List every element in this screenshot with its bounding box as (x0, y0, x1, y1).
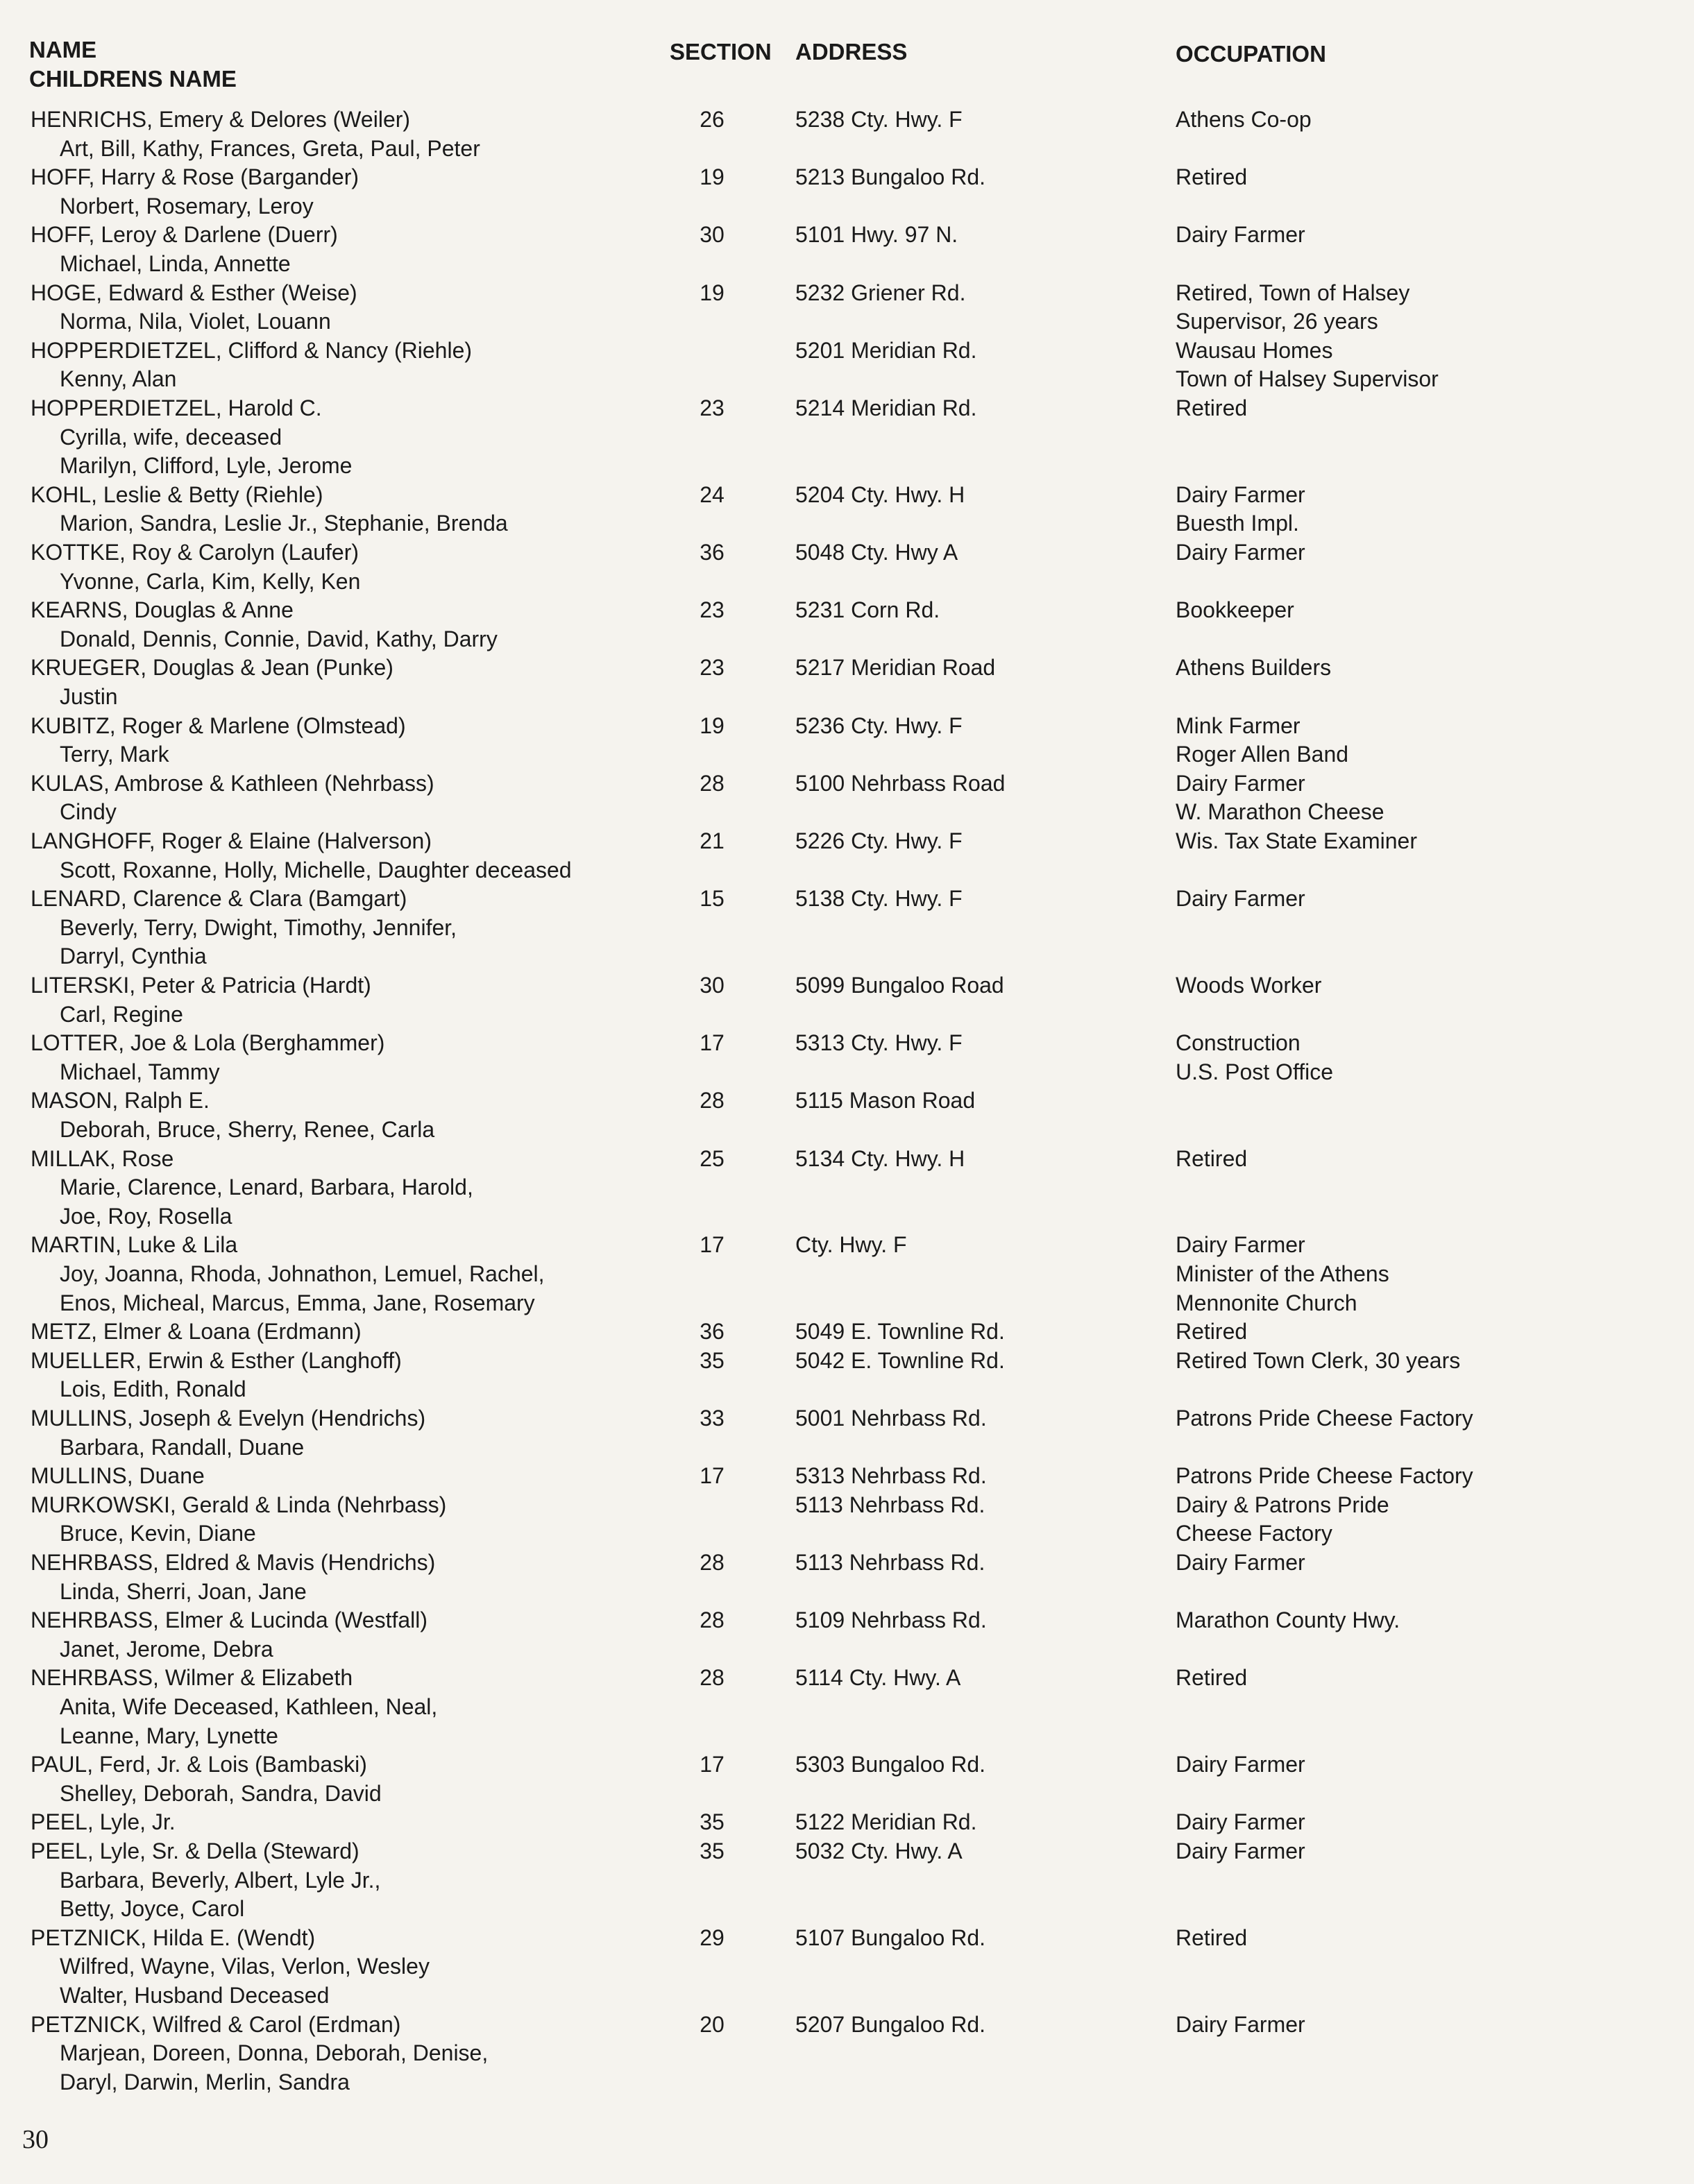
resident-name: KULAS, Ambrose & Kathleen (Nehrbass) (31, 771, 434, 796)
children-names: Leanne, Mary, Lynette (60, 1723, 278, 1748)
resident-name: HOPPERDIETZEL, Harold C. (31, 395, 322, 420)
header-section: SECTION (670, 39, 772, 65)
children-names: Cyrilla, wife, deceased (60, 425, 282, 450)
section-number: 25 (700, 1146, 725, 1171)
street-address: 5313 Nehrbass Rd. (795, 1463, 987, 1488)
children-names: Enos, Micheal, Marcus, Emma, Jane, Rosemary (60, 1290, 535, 1315)
street-address: 5032 Cty. Hwy. A (795, 1839, 963, 1863)
street-address: 5134 Cty. Hwy. H (795, 1146, 965, 1171)
section-number: 29 (700, 1925, 725, 1950)
occupation: Athens Co-op (1176, 107, 1312, 132)
resident-name: NEHRBASS, Elmer & Lucinda (Westfall) (31, 1607, 428, 1632)
section-number: 36 (700, 1319, 725, 1344)
street-address: 5115 Mason Road (795, 1088, 976, 1113)
occupation: Mink Farmer (1176, 713, 1301, 738)
resident-name: KRUEGER, Douglas & Jean (Punke) (31, 655, 393, 680)
resident-name: PEEL, Lyle, Sr. & Della (Steward) (31, 1839, 359, 1863)
section-number: 17 (700, 1463, 725, 1488)
resident-name: MILLAK, Rose (31, 1146, 174, 1171)
section-number: 33 (700, 1406, 725, 1431)
header-children-name: CHILDRENS NAME (29, 66, 237, 92)
children-names: Marie, Clarence, Lenard, Barbara, Harold, (60, 1175, 473, 1200)
resident-name: MARTIN, Luke & Lila (31, 1232, 238, 1257)
street-address: 5049 E. Townline Rd. (795, 1319, 1005, 1344)
children-names: Marilyn, Clifford, Lyle, Jerome (60, 453, 353, 478)
header-name: NAME (29, 37, 97, 62)
street-address: 5226 Cty. Hwy. F (795, 828, 963, 853)
resident-name: MUELLER, Erwin & Esther (Langhoff) (31, 1348, 402, 1373)
section-number: 30 (700, 973, 725, 998)
occupation: Patrons Pride Cheese Factory (1176, 1406, 1473, 1431)
occupation: Wausau Homes (1176, 338, 1333, 363)
children-names: Carl, Regine (60, 1002, 183, 1027)
children-names: Janet, Jerome, Debra (60, 1637, 273, 1662)
occupation: Retired (1176, 395, 1248, 420)
resident-name: LOTTER, Joe & Lola (Berghammer) (31, 1030, 385, 1055)
resident-name: LITERSKI, Peter & Patricia (Hardt) (31, 973, 371, 998)
resident-name: LANGHOFF, Roger & Elaine (Halverson) (31, 828, 432, 853)
street-address: 5236 Cty. Hwy. F (795, 713, 963, 738)
children-names: Linda, Sherri, Joan, Jane (60, 1579, 307, 1604)
occupation: Dairy Farmer (1176, 771, 1305, 796)
children-names: Cindy (60, 799, 117, 824)
resident-name: MASON, Ralph E. (31, 1088, 210, 1113)
resident-name: NEHRBASS, Wilmer & Elizabeth (31, 1665, 353, 1690)
children-names: Lois, Edith, Ronald (60, 1376, 246, 1401)
street-address: 5204 Cty. Hwy. H (795, 482, 965, 507)
resident-name: HOFF, Harry & Rose (Bargander) (31, 164, 359, 189)
children-names: Barbara, Beverly, Albert, Lyle Jr., (60, 1868, 381, 1893)
street-address: Cty. Hwy. F (795, 1232, 907, 1257)
section-number: 28 (700, 1665, 725, 1690)
occupation: Wis. Tax State Examiner (1176, 828, 1417, 853)
occupation: Construction (1176, 1030, 1301, 1055)
occupation: Dairy Farmer (1176, 1809, 1305, 1834)
occupation: Patrons Pride Cheese Factory (1176, 1463, 1473, 1488)
resident-name: MURKOWSKI, Gerald & Linda (Nehrbass) (31, 1492, 447, 1517)
street-address: 5101 Hwy. 97 N. (795, 222, 958, 247)
children-names: Shelley, Deborah, Sandra, David (60, 1781, 382, 1806)
children-names: Daryl, Darwin, Merlin, Sandra (60, 2070, 350, 2095)
street-address: 5122 Meridian Rd. (795, 1809, 977, 1834)
page-number: 30 (22, 2125, 49, 2154)
occupation: Athens Builders (1176, 655, 1332, 680)
street-address: 5303 Bungaloo Rd. (795, 1752, 985, 1777)
occupation: W. Marathon Cheese (1176, 799, 1384, 824)
resident-name: LENARD, Clarence & Clara (Bamgart) (31, 886, 407, 911)
section-number: 23 (700, 597, 725, 622)
occupation: Dairy Farmer (1176, 540, 1305, 565)
occupation: Retired (1176, 164, 1248, 189)
children-names: Terry, Mark (60, 742, 169, 767)
section-number: 28 (700, 1550, 725, 1575)
children-names: Michael, Tammy (60, 1059, 220, 1084)
children-names: Marion, Sandra, Leslie Jr., Stephanie, Brenda (60, 511, 508, 536)
occupation: Retired (1176, 1146, 1248, 1171)
section-number: 30 (700, 222, 725, 247)
children-names: Anita, Wife Deceased, Kathleen, Neal, (60, 1694, 438, 1719)
street-address: 5107 Bungaloo Rd. (795, 1925, 985, 1950)
header-occupation: OCCUPATION (1176, 41, 1326, 67)
children-names: Deborah, Bruce, Sherry, Renee, Carla (60, 1117, 435, 1142)
occupation: Retired (1176, 1925, 1248, 1950)
street-address: 5100 Nehrbass Road (795, 771, 1006, 796)
street-address: 5114 Cty. Hwy. A (795, 1665, 961, 1690)
resident-name: HOGE, Edward & Esther (Weise) (31, 280, 357, 305)
children-names: Barbara, Randall, Duane (60, 1435, 305, 1460)
street-address: 5207 Bungaloo Rd. (795, 2012, 985, 2037)
occupation: Roger Allen Band (1176, 742, 1349, 767)
occupation: Marathon County Hwy. (1176, 1607, 1400, 1632)
occupation: Dairy Farmer (1176, 1839, 1305, 1863)
section-number: 19 (700, 164, 725, 189)
children-names: Michael, Linda, Annette (60, 251, 291, 276)
section-number: 35 (700, 1839, 725, 1863)
children-names: Joe, Roy, Rosella (60, 1204, 232, 1229)
section-number: 20 (700, 2012, 725, 2037)
children-names: Bruce, Kevin, Diane (60, 1521, 256, 1546)
occupation: Retired, Town of Halsey (1176, 280, 1410, 305)
section-number: 28 (700, 1607, 725, 1632)
resident-name: HOPPERDIETZEL, Clifford & Nancy (Riehle) (31, 338, 473, 363)
children-names: Joy, Joanna, Rhoda, Johnathon, Lemuel, Rachel, (60, 1261, 545, 1286)
street-address: 5214 Meridian Rd. (795, 395, 977, 420)
occupation: Dairy Farmer (1176, 1752, 1305, 1777)
occupation: Supervisor, 26 years (1176, 309, 1378, 334)
children-names: Walter, Husband Deceased (60, 1983, 330, 2008)
street-address: 5213 Bungaloo Rd. (795, 164, 985, 189)
section-number: 23 (700, 395, 725, 420)
street-address: 5113 Nehrbass Rd. (795, 1492, 985, 1517)
street-address: 5231 Corn Rd. (795, 597, 940, 622)
section-number: 17 (700, 1752, 725, 1777)
children-names: Yvonne, Carla, Kim, Kelly, Ken (60, 569, 361, 594)
street-address: 5042 E. Townline Rd. (795, 1348, 1005, 1373)
section-number: 26 (700, 107, 725, 132)
resident-name: METZ, Elmer & Loana (Erdmann) (31, 1319, 362, 1344)
street-address: 5238 Cty. Hwy. F (795, 107, 963, 132)
street-address: 5113 Nehrbass Rd. (795, 1550, 985, 1575)
children-names: Wilfred, Wayne, Vilas, Verlon, Wesley (60, 1954, 430, 1979)
occupation: Dairy Farmer (1176, 2012, 1305, 2037)
section-number: 28 (700, 1088, 725, 1113)
occupation: Buesth Impl. (1176, 511, 1299, 536)
children-names: Art, Bill, Kathy, Frances, Greta, Paul, Peter (60, 136, 480, 161)
resident-name: KEARNS, Douglas & Anne (31, 597, 294, 622)
street-address: 5109 Nehrbass Rd. (795, 1607, 987, 1632)
children-names: Betty, Joyce, Carol (60, 1896, 245, 1921)
children-names: Norbert, Rosemary, Leroy (60, 194, 314, 219)
occupation: Minister of the Athens (1176, 1261, 1389, 1286)
occupation: Mennonite Church (1176, 1290, 1357, 1315)
section-number: 23 (700, 655, 725, 680)
resident-name: KOHL, Leslie & Betty (Riehle) (31, 482, 323, 507)
occupation: Retired (1176, 1665, 1248, 1690)
children-names: Kenny, Alan (60, 366, 177, 391)
children-names: Norma, Nila, Violet, Louann (60, 309, 331, 334)
occupation: Dairy Farmer (1176, 1232, 1305, 1257)
header-address: ADDRESS (795, 39, 908, 65)
children-names: Justin (60, 684, 118, 709)
occupation: Bookkeeper (1176, 597, 1294, 622)
section-number: 19 (700, 713, 725, 738)
children-names: Donald, Dennis, Connie, David, Kathy, Darry (60, 626, 498, 651)
resident-name: PAUL, Ferd, Jr. & Lois (Bambaski) (31, 1752, 367, 1777)
resident-name: NEHRBASS, Eldred & Mavis (Hendrichs) (31, 1550, 436, 1575)
street-address: 5232 Griener Rd. (795, 280, 966, 305)
children-names: Darryl, Cynthia (60, 944, 207, 969)
street-address: 5313 Cty. Hwy. F (795, 1030, 963, 1055)
section-number: 24 (700, 482, 725, 507)
occupation: Dairy & Patrons Pride (1176, 1492, 1389, 1517)
children-names: Scott, Roxanne, Holly, Michelle, Daughter deceased (60, 858, 572, 882)
resident-name: KOTTKE, Roy & Carolyn (Laufer) (31, 540, 359, 565)
section-number: 21 (700, 828, 725, 853)
street-address: 5099 Bungaloo Road (795, 973, 1004, 998)
children-names: Beverly, Terry, Dwight, Timothy, Jennifer, (60, 915, 457, 940)
resident-name: HOFF, Leroy & Darlene (Duerr) (31, 222, 338, 247)
resident-name: HENRICHS, Emery & Delores (Weiler) (31, 107, 411, 132)
street-address: 5138 Cty. Hwy. F (795, 886, 963, 911)
resident-name: PEEL, Lyle, Jr. (31, 1809, 176, 1834)
section-number: 17 (700, 1030, 725, 1055)
street-address: 5048 Cty. Hwy A (795, 540, 958, 565)
resident-name: MULLINS, Joseph & Evelyn (Hendrichs) (31, 1406, 426, 1431)
occupation: Dairy Farmer (1176, 1550, 1305, 1575)
occupation: Retired (1176, 1319, 1248, 1344)
street-address: 5217 Meridian Road (795, 655, 996, 680)
occupation: Town of Halsey Supervisor (1176, 366, 1439, 391)
resident-name: KUBITZ, Roger & Marlene (Olmstead) (31, 713, 406, 738)
occupation: Woods Worker (1176, 973, 1322, 998)
occupation: Dairy Farmer (1176, 482, 1305, 507)
occupation: Dairy Farmer (1176, 886, 1305, 911)
resident-name: PETZNICK, Wilfred & Carol (Erdman) (31, 2012, 401, 2037)
children-names: Marjean, Doreen, Donna, Deborah, Denise, (60, 2040, 489, 2065)
occupation: U.S. Post Office (1176, 1059, 1334, 1084)
section-number: 17 (700, 1232, 725, 1257)
street-address: 5001 Nehrbass Rd. (795, 1406, 987, 1431)
section-number: 15 (700, 886, 725, 911)
section-number: 35 (700, 1348, 725, 1373)
section-number: 19 (700, 280, 725, 305)
occupation: Retired Town Clerk, 30 years (1176, 1348, 1461, 1373)
section-number: 36 (700, 540, 725, 565)
section-number: 28 (700, 771, 725, 796)
resident-name: PETZNICK, Hilda E. (Wendt) (31, 1925, 316, 1950)
occupation: Dairy Farmer (1176, 222, 1305, 247)
resident-name: MULLINS, Duane (31, 1463, 205, 1488)
street-address: 5201 Meridian Rd. (795, 338, 977, 363)
section-number: 35 (700, 1809, 725, 1834)
occupation: Cheese Factory (1176, 1521, 1332, 1546)
